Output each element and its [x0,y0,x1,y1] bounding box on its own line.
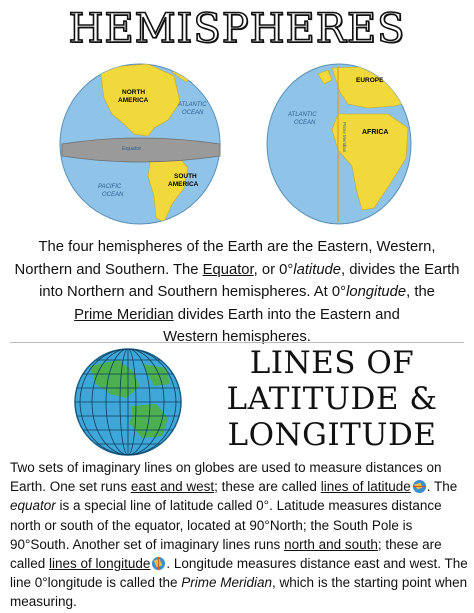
longitude-globe-icon [151,556,166,571]
text-segment: divides Earth into the Eastern and [173,306,400,323]
text-segment: Western hemispheres. [163,329,311,345]
label-equator: Equator [122,146,142,152]
label-prime-meridian: Prime Meridian [342,122,347,153]
lines-of-latitude-term: lines of latitude [320,479,411,495]
label-north-america-2: AMERICA [118,97,149,104]
latitude-longitude-paragraph [10,458,468,612]
lines-of-longitude-term: lines of longitude [49,556,151,572]
text-segment: is a special line of latitude called 0°. Latitude measures distance north or south of the equator, located at 90°North; the South Pole is 90°South. Another set of imaginary lines runs [10,498,442,552]
section-title-lines [196,345,468,453]
label-atlantic-west: ATLANTIC [178,102,207,108]
prime-meridian-term: Prime Meridian [181,575,273,591]
hemispheres-illustration [56,58,416,230]
eastern-globe [267,64,412,224]
label-south-america-2: AMERICA [168,181,199,188]
equator-term: equator [10,498,56,514]
text-segment: into Northern and Southern hemispheres. At 0° [39,284,347,300]
north-south-term: north and south [284,536,378,552]
label-south-america: SOUTH [174,173,197,180]
text-segment: Two sets of imaginary lines on globes are used to measure distances on Earth. One set runs [10,460,442,495]
text-segment: The four hemispheres of the Earth are the Eastern, Western, [38,239,436,255]
text-segment: . The [426,479,458,495]
label-pacific: PACIFIC [98,184,122,190]
page-title: HEMISPHERES [68,6,406,52]
section-title-line-2: LATITUDE & [226,381,438,417]
label-atlantic-east-2: OCEAN [294,120,316,126]
latitude-longitude-globe-icon [70,346,186,458]
label-atlantic-east: ATLANTIC [288,112,317,118]
section-title-line-3: LONGITUDE [227,417,437,453]
text-segment: , the [406,284,435,300]
latitude-globe-icon [412,479,427,494]
hemispheres-paragraph [10,236,464,349]
label-africa: AFRICA [362,129,389,136]
label-pacific-2: OCEAN [102,192,124,198]
text-segment: ; these are called [10,536,442,572]
text-segment: , or 0° [253,261,294,278]
east-west-term: east and west [130,479,215,495]
label-north-america: NORTH [122,89,146,96]
section-title-line-1: LINES OF [249,345,415,381]
equator-term: Equator [202,261,254,278]
section-divider [10,342,464,343]
text-segment: Northern and Southern. The [14,261,203,278]
text-segment: , divides the Earth [341,261,460,278]
prime-meridian-term: Prime Meridian [74,306,174,323]
latitude-term: latitude [293,261,342,278]
text-segment: ; these are called [214,479,321,495]
label-atlantic-west-2: OCEAN [182,110,204,116]
text-segment: . Longitude measures distance east and west. The line 0°longitude is called the [10,556,468,591]
label-europe: EUROPE [356,77,384,84]
longitude-term: longitude [346,284,407,300]
text-segment: , which is the starting point when measuring. [10,575,468,610]
